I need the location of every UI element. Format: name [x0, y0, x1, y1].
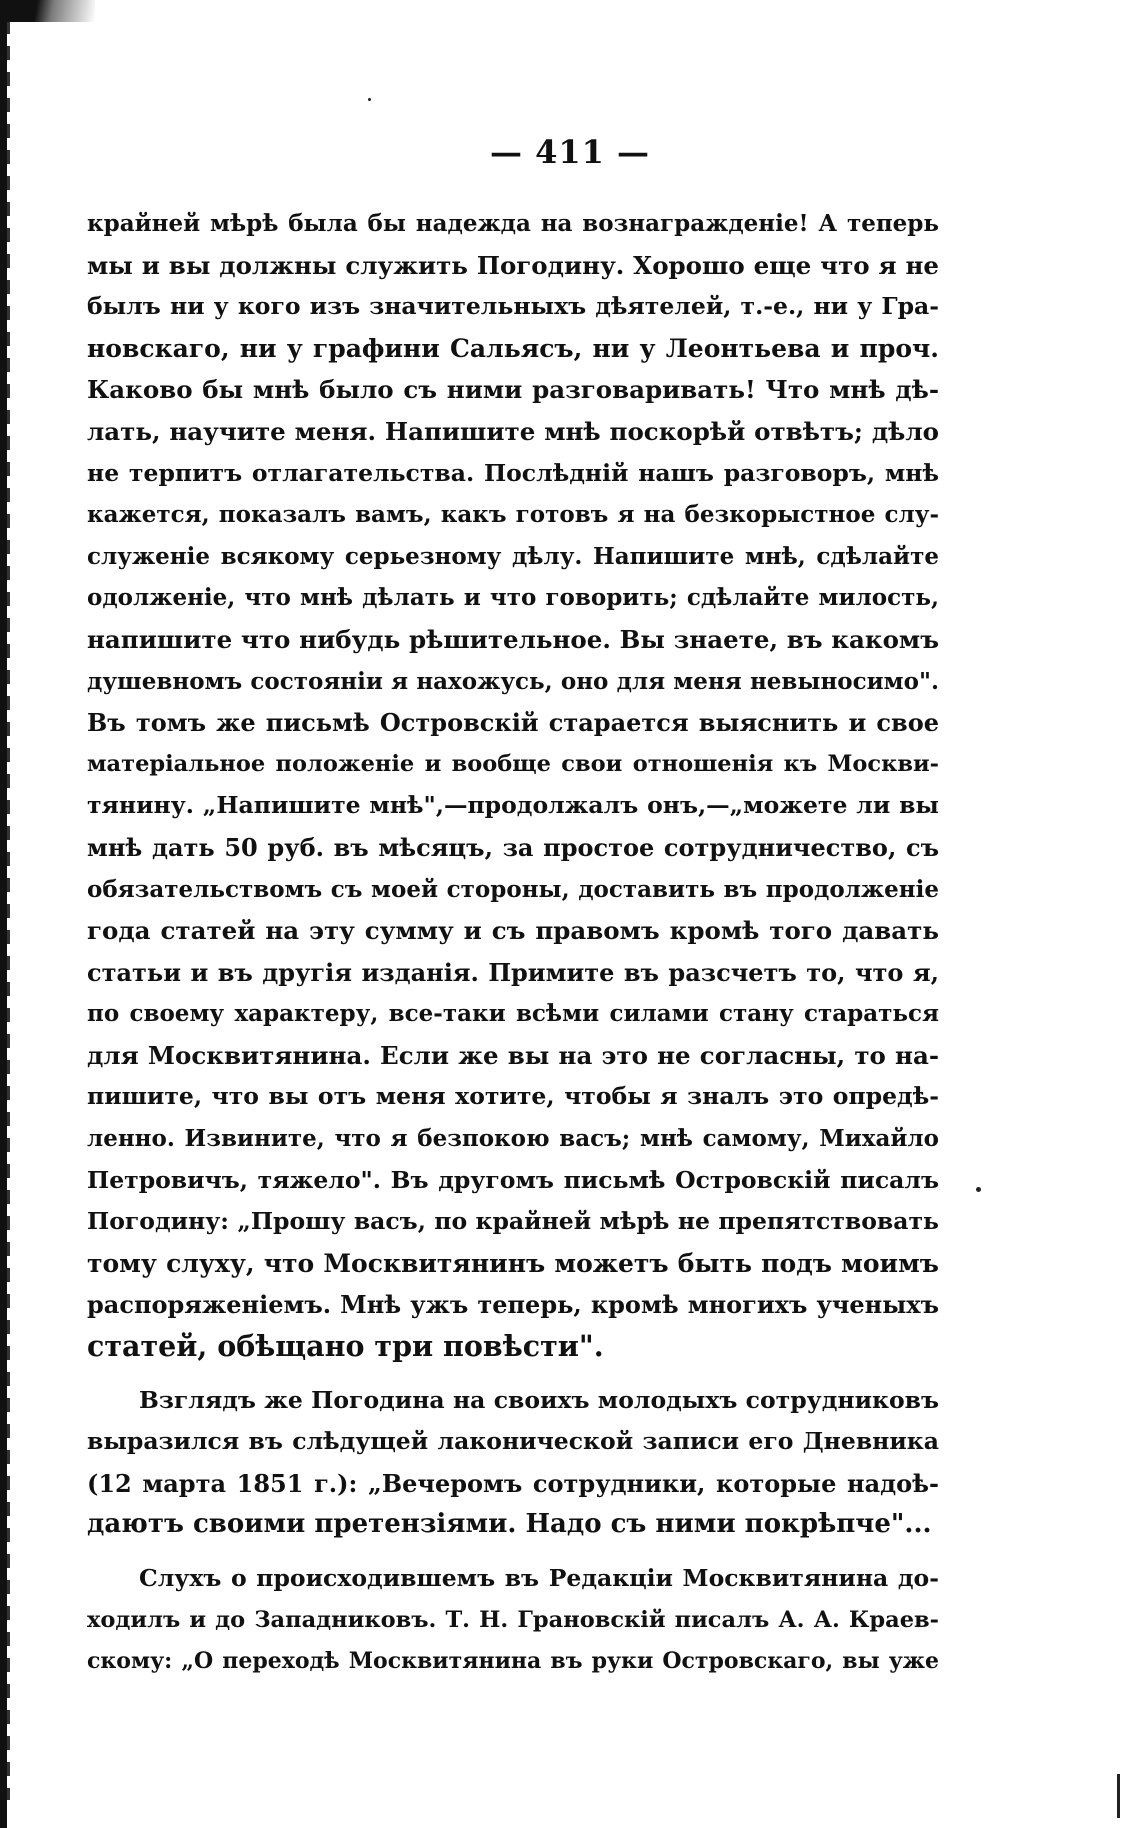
text-line: года статей на эту сумму и съ правомъ кромѣ того давать	[87, 916, 939, 946]
text-line: душевномъ состояніи я нахожусь, оно для меня невыносимо".	[87, 667, 939, 695]
text-line: мы и вы должны служить Погодину. Хорошо еще что я не	[87, 250, 939, 280]
text-line: служеніе всякому серьезному дѣлу. Напишите мнѣ, сдѣлайте	[87, 542, 939, 570]
text-line: статей, обѣщано три повѣсти".	[87, 1329, 604, 1364]
text-line: ленно. Извините, что я безпокою васъ; мнѣ самому, Михайло	[87, 1125, 939, 1153]
text-line: Петровичъ, тяжело". Въ другомъ письмѣ Островскій писалъ	[87, 1165, 939, 1194]
text-line: по своему характеру, все-таки всѣми силами стану стараться	[87, 1000, 939, 1028]
body-text	[87, 203, 939, 1683]
text-line: былъ ни у кого изъ значительныхъ дѣятелей, т.-е., ни у Гра-	[87, 292, 939, 321]
text-line: тянину. „Напишите мнѣ",—продолжалъ онъ,—„можете ли вы	[87, 791, 939, 820]
text-line: Погодину: „Прошу васъ, по крайней мѣрѣ не препятствовать	[87, 1207, 939, 1236]
page-number: — 411 —	[489, 133, 651, 171]
text-line: матеріальное положеніе и вообще свои отношенія къ Москви-	[87, 750, 939, 777]
text-line: выразился въ слѣдущей лаконической записи его Дневника	[87, 1427, 939, 1456]
text-line: напишите что нибудь рѣшительное. Вы знаете, въ какомъ	[87, 624, 939, 654]
text-line: ходилъ и до Западниковъ. Т. Н. Грановскій писалъ А. А. Краев-	[87, 1606, 939, 1633]
paragraph	[87, 1380, 939, 1546]
text-line: кажется, показалъ вамъ, какъ готовъ я на безкорыстное слу-	[87, 501, 939, 529]
text-line: лать, научите меня. Напишите мнѣ поскорѣй отвѣтъ; дѣло	[87, 416, 939, 446]
paragraph	[87, 1558, 939, 1683]
text-line: одолженіе, что мнѣ дѣлать и что говорить; сдѣлайте милость,	[87, 584, 939, 612]
ink-speck	[368, 98, 371, 101]
text-line: крайней мѣрѣ была бы надежда на вознагражденіе! А теперь	[87, 210, 939, 237]
paragraph-gap	[87, 1368, 939, 1380]
text-line: Слухъ о происходившемъ въ Редакціи Москвитянина до-	[139, 1564, 939, 1592]
text-line: обязательствомъ съ моей стороны, доставить въ продолженіе	[87, 875, 939, 903]
text-line: тому слуху, что Москвитянинъ можетъ быть подъ моимъ	[87, 1248, 939, 1278]
text-line: пишите, что вы отъ меня хотите, чтобы я зналъ это опредѣ-	[87, 1082, 939, 1111]
right-edge-mark	[1117, 1774, 1120, 1818]
corner-ink-mark	[0, 0, 95, 22]
page-binding-edge	[0, 0, 7, 1828]
text-line: Взглядъ же Погодина на своихъ молодыхъ сотрудниковъ	[139, 1385, 939, 1414]
page-binding-shadow	[7, 20, 10, 1800]
text-line: распоряженіемъ. Мнѣ ужъ теперь, кромѣ многихъ ученыхъ	[87, 1290, 939, 1320]
paragraph-gap	[87, 1546, 939, 1558]
text-line: Въ томъ же письмѣ Островскій старается выяснить и свое	[87, 708, 939, 738]
text-line: новскаго, ни у графини Сальясъ, ни у Леонтьева и проч.	[87, 333, 939, 363]
text-line: не терпитъ отлагательства. Послѣдній нашъ разговоръ, мнѣ	[87, 458, 939, 487]
text-line: скому: „О переходѣ Москвитянина въ руки Островскаго, вы уже	[87, 1648, 939, 1675]
ink-speck	[976, 1187, 981, 1192]
text-line: даютъ своими претензіями. Надо съ ними покрѣпче"...	[87, 1509, 932, 1540]
text-line: Каково бы мнѣ было съ ними разговаривать! Что мнѣ дѣ-	[87, 375, 939, 405]
text-line: для Москвитянина. Если же вы на это не согласны, то на-	[87, 1040, 939, 1070]
text-line: статьи и въ другія изданія. Примите въ разсчетъ то, что я,	[87, 957, 939, 987]
text-line: мнѣ дать 50 руб. въ мѣсяцъ, за простое сотрудничество, съ	[87, 832, 939, 862]
text-line: (12 марта 1851 г.): „Вечеромъ сотрудники, которые надоѣ-	[87, 1468, 939, 1498]
paragraph	[87, 203, 939, 1368]
